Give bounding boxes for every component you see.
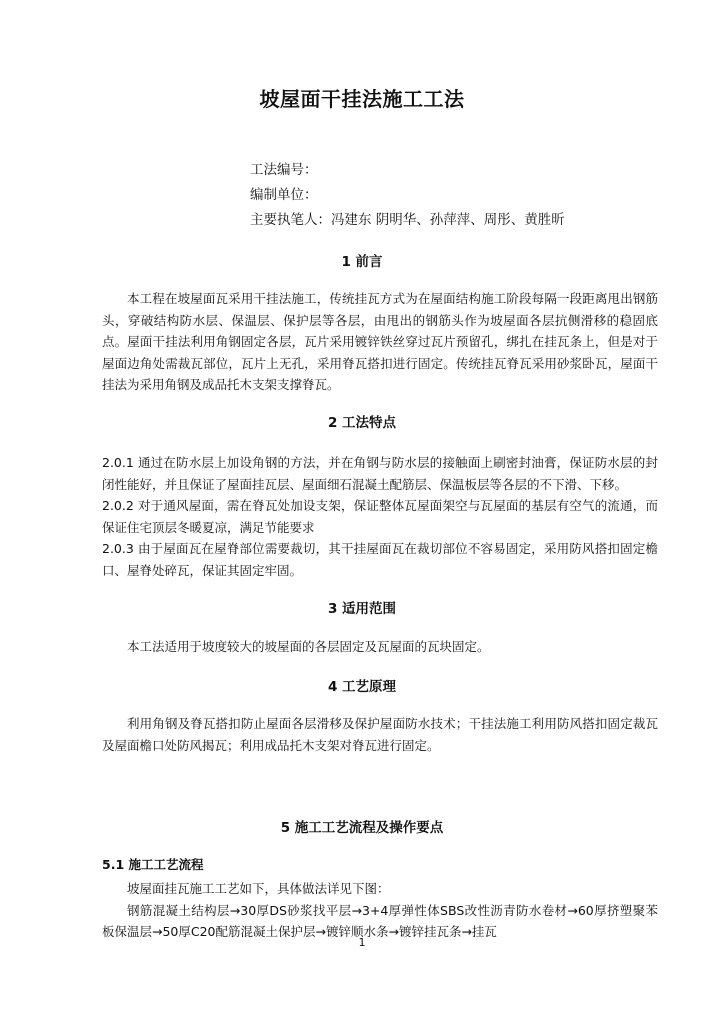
feature-2-0-1: 2.0.1 通过在防水层上加设角钢的方法，并在角钢与防水层的接触面上刷密封油膏，保证防水层的封闭性能好，并且保证了屋面挂瓦层、屋面细石混凝土配筋层、保温板层等各层的不下滑、下移。 — [102, 455, 658, 492]
process-intro: 坡屋面挂瓦施工工艺如下，具体做法详见下图： — [127, 881, 390, 896]
feature-2-0-3: 2.0.3 由于屋面瓦在屋脊部位需要裁切，其干挂屋面瓦在裁切部位不容易固定，采用防风搭扣固定檐口、屋脊处碎瓦，保证其固定牢固。 — [102, 541, 658, 578]
section-2-body — [102, 452, 658, 581]
section-4-paragraph: 利用角钢及脊瓦搭扣防止屋面各层滑移及保护屋面防水技术；干挂法施工利用防风搭扣固定裁瓦及屋面檐口处防风揭瓦；利用成品托木支架对脊瓦进行固定。 — [102, 716, 658, 753]
subsection-5-1-heading: 5.1 施工工艺流程 — [102, 857, 204, 872]
process-flow: 钢筋混凝土结构层→30厚DS砂浆找平层→3+4厚弹性体SBS改性沥青防水卷材→60厚挤塑聚苯板保温层→50厚C20配筋混凝土保护层→镀锌顺水条→镀锌挂瓦条→挂瓦 — [102, 902, 658, 939]
authors-line: 主要执笔人：冯建东 阴明华、孙萍萍、周彤、黄胜昕 — [250, 212, 565, 228]
section-4-body — [102, 713, 658, 756]
section-1-body — [102, 288, 658, 396]
section-1-heading: 1 前言 — [341, 254, 383, 270]
section-5-body — [102, 878, 658, 943]
section-1-paragraph: 本工程在坡屋面瓦采用干挂法施工，传统挂瓦方式为在屋面结构施工阶段每隔一段距离甩出钢筋头，穿破结构防水层、保温层、保护层等各层，由甩出的钢筋头作为坡屋面各层抗侧滑移的稳固底点。屋面干挂法利用角钢固定各层，瓦片采用镀锌铁丝穿过瓦片预留孔，绑扎在挂瓦条上，但是对于屋面边角处需裁瓦部位，瓦片上无孔，采用脊瓦搭扣进行固定。传统挂瓦脊瓦采用砂浆卧瓦，屋面干挂法为采用角钢及成品托木支架支撑脊瓦。 — [102, 291, 658, 392]
feature-2-0-2: 2.0.2 对于通风屋面，需在脊瓦处加设支架，保证整体瓦屋面架空与瓦屋面的基层有空气的流通，而保证住宅顶层冬暖夏凉，满足节能要求 — [102, 498, 658, 535]
section-2-heading: 2 工法特点 — [327, 415, 397, 431]
page-title: 坡屋面干挂法施工工法 — [259, 87, 465, 111]
section-5-heading: 5 施工工艺流程及操作要点 — [280, 820, 444, 836]
section-3-body — [102, 636, 658, 658]
method-code-label: 工法编号： — [250, 162, 318, 178]
page-number: 1 — [358, 936, 366, 949]
compiling-unit-label: 编制单位： — [250, 187, 318, 203]
section-4-heading: 4 工艺原理 — [327, 679, 397, 695]
section-3-paragraph: 本工法适用于坡度较大的坡屋面的各层固定及瓦屋面的瓦块固定。 — [127, 639, 490, 654]
section-3-heading: 3 适用范围 — [327, 601, 397, 617]
